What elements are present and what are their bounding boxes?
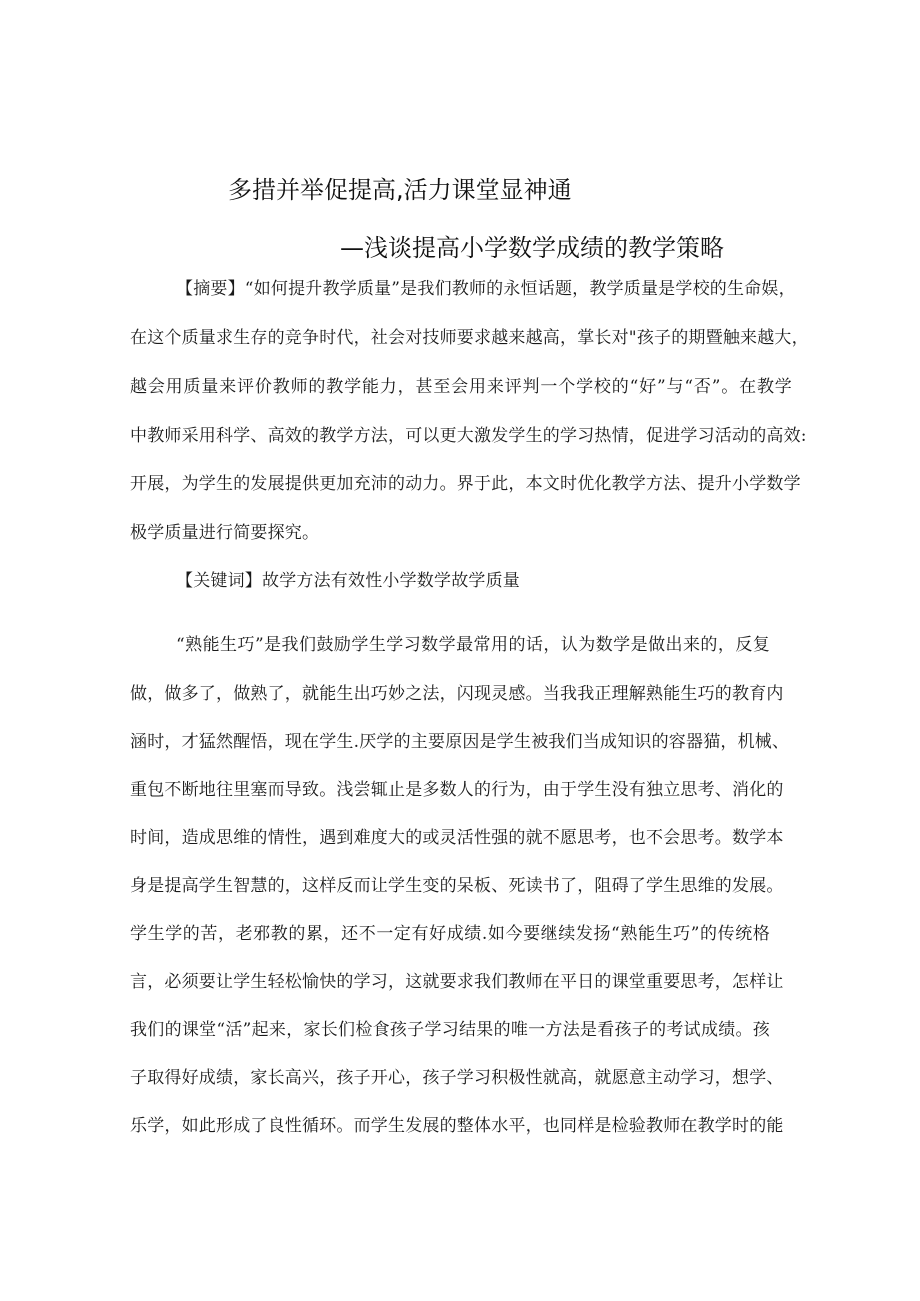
abstract-line: 极学质量进行简要探究。: [130, 523, 320, 543]
page-title: 多措并举促提高,活力课堂显神通: [228, 176, 572, 204]
keywords-line: 【关键词】故学方法有效性小学数学故学质量: [176, 571, 520, 591]
abstract-line: 在这个质量求生存的竞争时代，社会对技师要求越来越高，掌长对"孩子的期暨触来越大，: [130, 328, 809, 348]
body-line: 涵时，才猛然醒悟，现在学生.厌学的主要原因是学生被我们当成知识的容器猫，机械、: [130, 732, 790, 752]
abstract-line: 【摘要】“如何提升教学质量”是我们教师的永恒话题，教学质量是学校的生命娱，: [176, 279, 796, 299]
body-line: 身是提高学生智慧的，这样反而让学生变的呆板、死读书了，阻碍了学生思维的发展。: [130, 876, 784, 896]
abstract-line: 越会用质量来评价教师的教学能力，甚至会用来评判一个学校的“好”与“否”。在教学: [130, 377, 792, 397]
page-subtitle: —浅谈提高小学数学成绩的教学策略: [340, 234, 724, 262]
body-line: 我们的课堂“活”起来，家长们检食孩子学习结果的唯一方法是看孩子的考试成绩。孩: [130, 1020, 770, 1040]
body-line: “熟能生巧”是我们鼓励学生学习数学最常用的话，认为数学是做出来的，反复: [176, 635, 770, 655]
body-line: 重包不断地往里塞而导致。浅尝辄止是多数人的行为，由于学生没有独立思考、消化的: [130, 780, 784, 800]
body-line: 做，做多了，做熟了，就能生出巧妙之法，闪现灵感。当我我正理解熟能生巧的教育内: [130, 684, 784, 704]
body-line: 言，必须要让学生轻松愉快的学习，这就要求我们教师在平日的课堂重要思考，怎样让: [130, 972, 784, 992]
body-line: 学生学的苦，老邪教的累，还不一定有好成绩.如今要继续发扬“熟能生巧”的传统格: [130, 924, 770, 944]
abstract-line: 中教师采用科学、高效的教学方法，可以更大激发学生的学习热情，促进学习活动的高效:: [130, 426, 807, 446]
body-line: 子取得好成绩，家长高兴，孩子开心，孩子学习积极性就高，就愿意主动学习，想学、: [130, 1068, 784, 1088]
abstract-line: 开展，为学生的发展提供更加充沛的动力。界于此，本文时优化教学方法、提升小学数学: [130, 474, 801, 494]
body-line: 乐学，如此形成了良性循环。而学生发展的整体水平，也同样是检验教师在教学时的能: [130, 1116, 784, 1136]
body-line: 时间，造成思维的情性，遇到难度大的或灵活性强的就不愿思考，也不会思考。数学本: [130, 828, 784, 848]
